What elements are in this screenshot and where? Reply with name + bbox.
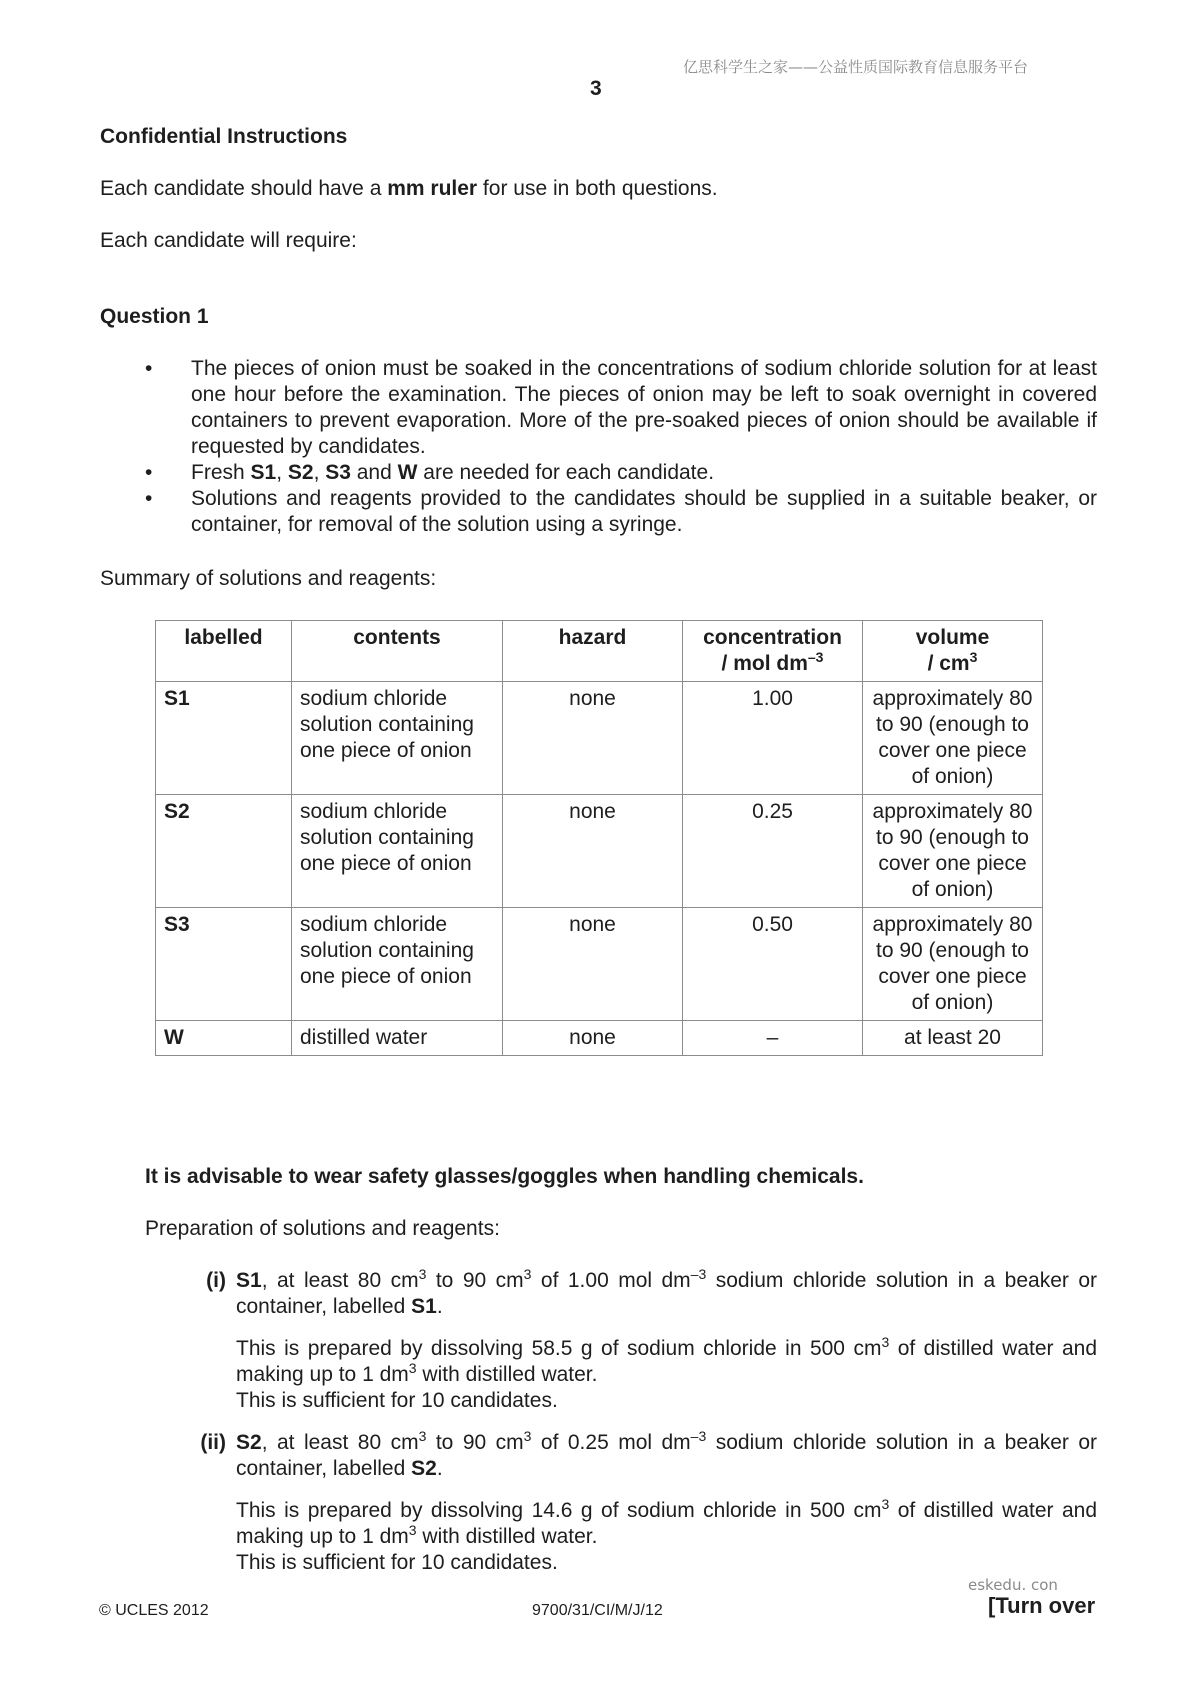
cell-contents: sodium chloride solution containing one piece of onion: [292, 908, 503, 1021]
bullet-item: • Solutions and reagents provided to the candidates should be supplied in a suitable beaker, or container, for removal of the solution using a syringe.: [145, 487, 1097, 536]
page-title: Confidential Instructions: [100, 125, 348, 148]
bullet-icon: •: [145, 461, 153, 484]
item-body: S2, at least 80 $cm^3$ to 90 $cm^3$ of 0.25 mol $dm^{-3}$ sodium chloride solution in a beaker or container, labelled S2. This is prepared by dissolving 14.6 g of sodium chloride in 500 $cm^3$ of distilled water and making up to 1 $dm^3$ with distilled water. This is sufficient for 10 candidates.: [236, 1428, 1097, 1574]
watermark-footer: eskedu. con: [968, 1576, 1058, 1594]
preparation-item-i: [186, 1268, 1097, 1414]
safety-note: It is advisable to wear safety glasses/goggles when handling chemicals.: [145, 1165, 864, 1188]
table-row: [156, 908, 1043, 1021]
cell-hazard: none: [503, 795, 683, 908]
ruler-instruction: Each candidate should have a mm ruler for use in both questions.: [100, 177, 718, 200]
question-heading: Question 1: [100, 305, 209, 328]
cell-contents: distilled water: [292, 1021, 503, 1056]
cell-concentration: 0.50: [683, 908, 863, 1021]
item-number: (i): [206, 1269, 226, 1292]
bullet-icon: •: [145, 357, 153, 380]
header-contents: contents: [292, 621, 503, 682]
bullet-item: • Fresh S1, S2, S3 and W are needed for each candidate.: [145, 461, 715, 484]
cell-volume: at least 20: [863, 1021, 1043, 1056]
cell-label: S1: [156, 682, 292, 795]
table-row: [156, 1021, 1043, 1056]
table-row: [156, 682, 1043, 795]
cell-contents: sodium chloride solution containing one piece of onion: [292, 795, 503, 908]
summary-title: Summary of solutions and reagents:: [100, 567, 437, 590]
require-line: Each candidate will require:: [100, 229, 357, 252]
header-volume: volume / $cm^3$: [863, 621, 1043, 682]
footer-code: 9700/31/CI/M/J/12: [532, 1602, 663, 1619]
cell-hazard: none: [503, 908, 683, 1021]
cell-label: S3: [156, 908, 292, 1021]
cell-hazard: none: [503, 682, 683, 795]
header-concentration: concentration / mol $dm^{-3}$: [683, 621, 863, 682]
preparation-item-ii: [186, 1430, 1097, 1576]
header-hazard: hazard: [503, 621, 683, 682]
footer-copyright: © UCLES 2012: [99, 1602, 209, 1619]
summary-table: [155, 620, 1043, 1056]
preparation-intro: Preparation of solutions and reagents:: [145, 1217, 500, 1240]
cell-label: W: [156, 1021, 292, 1056]
watermark-text: 亿思科学生之家——公益性质国际教育信息服务平台: [683, 58, 1029, 76]
item-number: (ii): [200, 1431, 226, 1454]
header-labelled: labelled: [156, 621, 292, 682]
cell-volume: approximately 80 to 90 (enough to cover one piece of onion): [863, 908, 1043, 1021]
cell-concentration: 0.25: [683, 795, 863, 908]
page-number: 3: [590, 77, 602, 100]
item-body: S1, at least 80 $cm^3$ to 90 $cm^3$ of 1.00 mol $dm^{-3}$ sodium chloride solution in a beaker or container, labelled S1. This is prepared by dissolving 58.5 g of sodium chloride in 500 $cm^3$ of distilled water and making up to 1 $dm^3$ with distilled water. This is sufficient for 10 candidates.: [236, 1266, 1097, 1412]
bullet-item: • The pieces of onion must be soaked in the concentrations of sodium chloride solution for at least one hour before the examination. The pieces of onion may be left to soak overnight in covered containers to prevent evaporation. More of the pre-soaked pieces of onion should be available if requested by candidates.: [145, 357, 1097, 458]
cell-hazard: none: [503, 1021, 683, 1056]
cell-concentration: –: [683, 1021, 863, 1056]
table-row: [156, 795, 1043, 908]
cell-concentration: 1.00: [683, 682, 863, 795]
instruction-bullets: [145, 356, 1097, 538]
cell-contents: sodium chloride solution containing one piece of onion: [292, 682, 503, 795]
cell-volume: approximately 80 to 90 (enough to cover one piece of onion): [863, 795, 1043, 908]
cell-volume: approximately 80 to 90 (enough to cover one piece of onion): [863, 682, 1043, 795]
bullet-icon: •: [145, 487, 153, 510]
cell-label: S2: [156, 795, 292, 908]
turn-over-label: [Turn over: [988, 1593, 1096, 1618]
table-header-row: [156, 621, 1043, 682]
